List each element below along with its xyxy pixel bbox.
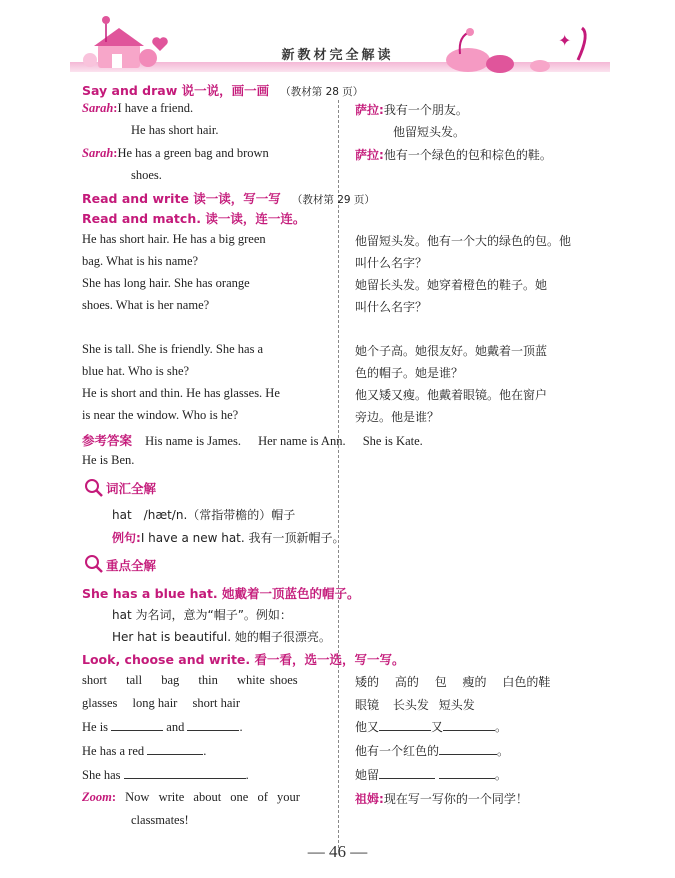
say-draw-heading: [82, 80, 363, 99]
match-zh-4: 叫什么名字？: [355, 300, 428, 314]
column-divider: [338, 100, 339, 848]
sentence-3: [82, 766, 249, 783]
word-zh: 矮的: [355, 675, 380, 689]
sentence-zh-text: 他又: [355, 720, 380, 734]
dialog-text: He has a green bag and brown: [117, 146, 269, 160]
dialog-zh-text: 我有一个朋友。: [383, 103, 468, 117]
word-zh: 高的: [394, 675, 419, 689]
match-en-4: shoes. What is her name?: [82, 298, 210, 312]
zoom-text: Now write about one of your: [125, 790, 300, 804]
match-en-8: is near the window. Who is he?: [82, 408, 239, 422]
zoom-zh-line: 祖姆:现在写一写你的一个同学！: [355, 792, 528, 806]
word-bank-en-1: [82, 673, 298, 688]
zoom-line-2: classmates!: [131, 813, 189, 827]
sentence-zh-text: 。: [497, 744, 510, 758]
speaker-sarah: Sarah: [82, 101, 114, 115]
sentence-zh-text: 。: [495, 720, 508, 734]
word-bank-zh-2: [355, 696, 475, 713]
match-zh-8: 旁边。他是谁？: [355, 410, 440, 424]
speaker-sarah-zh: 萨拉: [355, 148, 380, 162]
sarah-line-1: Sarah:I have a friend.: [82, 101, 194, 115]
sentence-text: .: [239, 720, 243, 734]
sentence-2: [82, 742, 206, 759]
match-en-3: She has long hair. She has orange: [82, 276, 250, 290]
say-draw-ref: （教材第 28 页）: [280, 86, 364, 98]
word-zh: 长头发: [392, 698, 429, 712]
answer-blank[interactable]: [379, 718, 431, 731]
sarah-line-3: Sarah:He has a green bag and brown: [82, 146, 269, 160]
key-note: hat 为名词，意为“帽子”。例如：: [112, 608, 292, 622]
word: short: [82, 673, 107, 687]
answer-1: His name is James.: [145, 434, 241, 448]
key-example: Her hat is beautiful. 她的帽子很漂亮。: [112, 630, 331, 644]
sentence-text: .: [203, 744, 207, 758]
answer-label: 参考答案: [82, 433, 133, 448]
match-en-2: bag. What is his name?: [82, 254, 199, 268]
heart-icon: [150, 34, 170, 54]
answer-2: Her name is Ann.: [258, 434, 346, 448]
word-bank-zh-1: [355, 673, 550, 690]
match-en-1: He has short hair. He has a big green: [82, 232, 266, 246]
key-sentence: She has a blue hat. 她戴着一顶蓝色的帽子。: [82, 586, 360, 601]
vocab-entry: hat /hæt/n.（常指带檐的）帽子: [112, 508, 296, 522]
match-en-5: She is tall. She is friendly. She has a: [82, 342, 264, 356]
sentence-text: He has a red: [82, 744, 145, 758]
sentence-1: [82, 718, 243, 735]
answer-blank[interactable]: [443, 718, 495, 731]
speaker-sarah-zh: 萨拉: [355, 103, 380, 117]
sentence-text: and: [166, 720, 185, 734]
word: tall: [126, 673, 143, 687]
answer-blank[interactable]: [187, 718, 239, 731]
sarah-zh-line-1: 萨拉:我有一个朋友。: [355, 103, 468, 117]
svg-text:✦: ✦: [558, 31, 572, 50]
word-zh: 包: [434, 675, 447, 689]
header-title: 新教材完全解读: [281, 48, 394, 63]
word-zh: 白色的鞋: [502, 675, 551, 689]
sarah-line-4: shoes.: [131, 168, 162, 182]
zoom-line-1: Zoom: Now write about one of your: [82, 790, 300, 804]
speaker-zoom: Zoom: [82, 790, 112, 804]
magnifier-icon: [84, 478, 104, 498]
header-plants-illustration: [440, 24, 600, 74]
sentence-text: .: [245, 768, 249, 782]
match-zh-7: 他又矮又瘦。他戴着眼镜。他在窗户: [355, 388, 548, 402]
word: white shoes: [236, 673, 298, 687]
answers-line: [82, 431, 423, 449]
word-zh: 短头发: [438, 698, 475, 712]
sentence-zh-2: [355, 742, 509, 759]
zoom-zh-text: 现在写一写你的一个同学！: [383, 792, 528, 806]
sentence-zh-text: 又: [431, 720, 444, 734]
answer-blank[interactable]: [439, 742, 497, 755]
word-zh: 眼镜: [355, 698, 380, 712]
answer-blank[interactable]: [379, 766, 435, 779]
speaker-sarah: Sarah: [82, 146, 114, 160]
match-zh-1: 他留短头发。他有一个大的绿色的包。他: [355, 234, 572, 248]
sarah-zh-line-3: 萨拉:他有一个绿色的包和棕色的鞋。: [355, 148, 552, 162]
match-en-7: He is short and thin. He has glasses. He: [82, 386, 280, 400]
vocab-title: 词汇全解: [106, 481, 157, 496]
page-number-value: 46: [329, 842, 346, 861]
word-zh: 瘦的: [462, 675, 487, 689]
word-bank-en-2: [82, 696, 240, 711]
key-points-title: 重点全解: [106, 558, 157, 573]
sarah-line-2: He has short hair.: [131, 123, 219, 137]
sentence-zh-1: [355, 718, 507, 735]
answer-blank[interactable]: [111, 718, 163, 731]
example-label: 例句: [112, 531, 137, 545]
sentence-zh-text: 。: [494, 768, 507, 782]
read-write-title: Read and write 读一读，写一写: [82, 191, 281, 206]
answer-blank[interactable]: [147, 742, 203, 755]
word: short hair: [192, 696, 241, 710]
match-zh-6: 色的帽子。她是谁？: [355, 366, 464, 380]
dialog-zh-text: 他有一个绿色的包和棕色的鞋。: [383, 148, 552, 162]
speaker-zoom-zh: 祖姆: [355, 792, 380, 806]
look-choose-title: Look, choose and write. 看一看，选一选，写一写。: [82, 652, 405, 667]
say-draw-title: Say and draw 说一说，画一画: [82, 83, 270, 98]
word: long hair: [132, 696, 178, 710]
answer-blank[interactable]: [439, 766, 495, 779]
read-write-heading: [82, 188, 375, 207]
sentence-text: He is: [82, 720, 109, 734]
read-match-title: Read and match. 读一读，连一连。: [82, 211, 306, 226]
sentence-text: She has: [82, 768, 121, 782]
dialog-text: I have a friend.: [117, 101, 194, 115]
page-number: — 46 —: [307, 842, 368, 861]
word: thin: [198, 673, 218, 687]
answer-blank[interactable]: [124, 766, 246, 779]
vocab-example: 例句:I have a new hat. 我有一顶新帽子。: [112, 531, 345, 545]
word: glasses: [82, 696, 118, 710]
magnifier-icon: [84, 554, 104, 574]
sentence-zh-3: [355, 766, 507, 783]
sentence-zh-text: 他有一个红色的: [355, 744, 440, 758]
match-zh-5: 她个子高。她很友好。她戴着一顶蓝: [355, 344, 548, 358]
answer-3: She is Kate.: [362, 434, 423, 448]
read-write-ref: （教材第 29 页）: [291, 194, 375, 206]
example-text: I have a new hat. 我有一顶新帽子。: [140, 531, 345, 545]
sentence-zh-text: 她留: [355, 768, 380, 782]
match-en-6: blue hat. Who is she?: [82, 364, 190, 378]
match-zh-2: 叫什么名字？: [355, 256, 428, 270]
answer-4: He is Ben.: [82, 453, 135, 467]
word: bag: [161, 673, 180, 687]
match-zh-3: 她留长头发。她穿着橙色的鞋子。她: [355, 278, 548, 292]
sarah-zh-line-2: 他留短头发。: [393, 125, 466, 139]
